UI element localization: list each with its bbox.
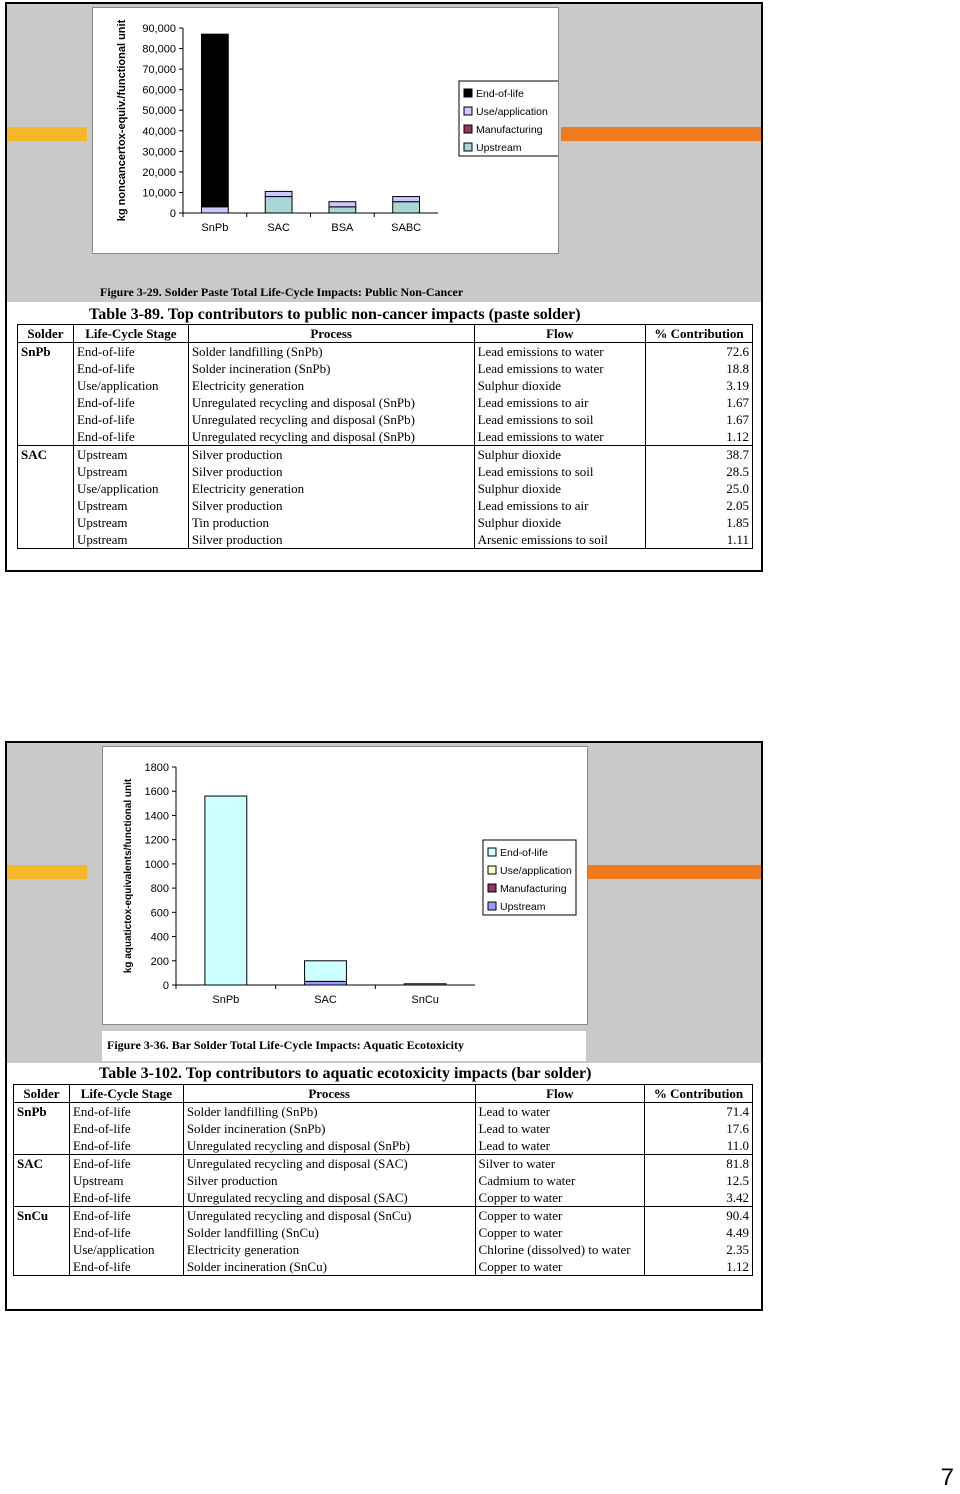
cell-process: Silver production xyxy=(188,531,474,549)
table-row xyxy=(18,497,753,514)
legend-label: End-of-life xyxy=(476,88,524,100)
cell-solder xyxy=(14,1258,70,1276)
cell-process: Unregulated recycling and disposal (SAC) xyxy=(183,1155,475,1173)
table-row xyxy=(18,394,753,411)
chart-svg xyxy=(103,747,587,1024)
cell-flow: Cadmium to water xyxy=(475,1172,645,1189)
table-title: Table 3-89. Top contributors to public non-cancer impacts (paste solder) xyxy=(89,306,581,323)
x-tick-label: SAC xyxy=(314,994,337,1006)
slide-1 xyxy=(5,2,763,572)
table-row xyxy=(18,446,753,464)
legend-swatch xyxy=(464,89,472,97)
legend-swatch xyxy=(488,884,496,892)
cell-stage: End-of-life xyxy=(69,1189,183,1207)
figure-caption: Figure 3-29. Solder Paste Total Life-Cycle Impacts: Public Non-Cancer xyxy=(100,285,464,299)
cell-contribution: 1.85 xyxy=(646,514,753,531)
cell-contribution: 1.67 xyxy=(646,394,753,411)
legend-swatch xyxy=(464,107,472,115)
cell-solder xyxy=(14,1120,70,1137)
table-row xyxy=(14,1258,753,1276)
x-tick-label: SnCu xyxy=(411,994,439,1006)
col-header-flow: Flow xyxy=(475,1085,645,1103)
legend-swatch xyxy=(464,125,472,133)
cell-flow: Chlorine (dissolved) to water xyxy=(475,1241,645,1258)
cell-solder xyxy=(18,463,74,480)
accent-stripe-left xyxy=(7,127,87,141)
cell-solder xyxy=(14,1172,70,1189)
cell-flow: Lead emissions to water xyxy=(474,360,646,377)
cell-stage: End-of-life xyxy=(73,360,188,377)
col-header-stage: Life-Cycle Stage xyxy=(69,1085,183,1103)
page-number: 7 xyxy=(940,1464,954,1491)
cell-process: Unregulated recycling and disposal (SnPb) xyxy=(188,411,474,428)
cell-stage: End-of-life xyxy=(73,343,188,361)
table-row xyxy=(14,1137,753,1155)
figure-caption-text: Figure 3-36. Bar Solder Total Life-Cycle Impacts: Aquatic Ecotoxicity xyxy=(107,1038,464,1052)
cell-solder xyxy=(18,514,74,531)
cell-stage: End-of-life xyxy=(73,394,188,411)
y-tick-label: 20,000 xyxy=(142,166,176,179)
col-header-contribution: % Contribution xyxy=(646,325,753,343)
cell-solder xyxy=(18,377,74,394)
cell-solder xyxy=(14,1241,70,1258)
table-row xyxy=(14,1224,753,1241)
cell-stage: Use/application xyxy=(69,1241,183,1258)
cell-contribution: 17.6 xyxy=(645,1120,753,1137)
x-tick-label: BSA xyxy=(331,222,354,234)
cell-flow: Lead emissions to air xyxy=(474,394,646,411)
y-tick-label: 70,000 xyxy=(142,64,176,77)
y-tick-label: 80,000 xyxy=(142,43,176,56)
chart-aquatic xyxy=(102,746,588,1025)
cell-contribution: 72.6 xyxy=(646,343,753,361)
cell-process: Unregulated recycling and disposal (SnPb) xyxy=(188,428,474,446)
legend-swatch xyxy=(488,848,496,856)
chart-noncancer xyxy=(92,7,559,254)
y-tick-label: 60,000 xyxy=(142,84,176,97)
cell-contribution: 81.8 xyxy=(645,1155,753,1173)
cell-process: Unregulated recycling and disposal (SAC) xyxy=(183,1189,475,1207)
legend-label: Use/application xyxy=(476,106,548,118)
y-tick-label: 600 xyxy=(150,907,169,920)
cell-stage: Use/application xyxy=(73,480,188,497)
legend-label: Upstream xyxy=(500,901,546,913)
y-tick-label: 200 xyxy=(150,955,169,968)
cell-solder xyxy=(18,428,74,446)
y-axis-label: kg aquatictox-equivalents/functional unit xyxy=(123,778,134,974)
accent-stripe-right xyxy=(561,127,761,141)
cell-process: Solder incineration (SnPb) xyxy=(183,1120,475,1137)
x-tick-label: SnPb xyxy=(212,994,240,1006)
legend-swatch xyxy=(488,902,496,910)
legend-swatch xyxy=(464,143,472,151)
cell-stage: Upstream xyxy=(73,497,188,514)
cell-solder xyxy=(18,497,74,514)
cell-stage: End-of-life xyxy=(69,1207,183,1225)
cell-process: Unregulated recycling and disposal (SnPb) xyxy=(188,394,474,411)
x-tick-label: SnPb xyxy=(201,222,229,234)
cell-stage: End-of-life xyxy=(69,1137,183,1155)
cell-flow: Copper to water xyxy=(475,1224,645,1241)
y-tick-label: 50,000 xyxy=(142,105,176,118)
bar-use-application xyxy=(265,191,292,196)
col-header-process: Process xyxy=(188,325,474,343)
legend-label: Manufacturing xyxy=(500,883,567,895)
cell-process: Silver production xyxy=(188,463,474,480)
y-tick-label: 0 xyxy=(169,208,176,220)
contributors-table xyxy=(17,324,753,549)
y-tick-label: 1800 xyxy=(144,762,169,774)
cell-stage: Upstream xyxy=(73,446,188,464)
cell-solder xyxy=(14,1224,70,1241)
cell-process: Silver production xyxy=(188,497,474,514)
table-row xyxy=(18,480,753,497)
cell-solder xyxy=(18,394,74,411)
table-row xyxy=(18,377,753,394)
cell-contribution: 12.5 xyxy=(645,1172,753,1189)
cell-stage: Upstream xyxy=(73,514,188,531)
cell-contribution: 18.8 xyxy=(646,360,753,377)
cell-contribution: 2.05 xyxy=(646,497,753,514)
bar-use-application xyxy=(329,202,356,207)
cell-contribution: 25.0 xyxy=(646,480,753,497)
cell-flow: Lead to water xyxy=(475,1103,645,1121)
legend-label: Manufacturing xyxy=(476,124,543,136)
cell-process: Unregulated recycling and disposal (SnPb) xyxy=(183,1137,475,1155)
y-tick-label: 40,000 xyxy=(142,125,176,138)
cell-stage: Upstream xyxy=(69,1172,183,1189)
cell-solder: SnPb xyxy=(18,343,74,361)
y-tick-label: 1600 xyxy=(144,786,169,799)
cell-stage: End-of-life xyxy=(73,428,188,446)
cell-solder: SnPb xyxy=(14,1103,70,1121)
bar-end-of-life xyxy=(201,34,228,207)
cell-process: Solder incineration (SnPb) xyxy=(188,360,474,377)
cell-stage: Use/application xyxy=(73,377,188,394)
cell-flow: Lead emissions to air xyxy=(474,497,646,514)
table-row xyxy=(18,343,753,361)
chart-svg xyxy=(93,8,558,253)
cell-contribution: 2.35 xyxy=(645,1241,753,1258)
cell-contribution: 1.11 xyxy=(646,531,753,549)
y-axis-label: kg noncancertox-equiv./functional unit xyxy=(116,19,128,222)
cell-process: Silver production xyxy=(183,1172,475,1189)
cell-solder: SnCu xyxy=(14,1207,70,1225)
legend-label: End-of-life xyxy=(500,847,548,859)
cell-flow: Copper to water xyxy=(475,1189,645,1207)
table-row xyxy=(18,514,753,531)
bar-upstream xyxy=(305,981,347,985)
cell-flow: Silver to water xyxy=(475,1155,645,1173)
y-tick-label: 1200 xyxy=(144,834,169,847)
accent-stripe-right xyxy=(561,865,761,879)
cell-contribution: 28.5 xyxy=(646,463,753,480)
cell-flow: Sulphur dioxide xyxy=(474,480,646,497)
bar-upstream xyxy=(329,207,356,213)
table-row xyxy=(14,1241,753,1258)
bar-end-of-life xyxy=(305,961,347,982)
y-tick-label: 0 xyxy=(162,980,169,992)
y-tick-label: 800 xyxy=(150,883,169,896)
cell-flow: Sulphur dioxide xyxy=(474,514,646,531)
cell-solder xyxy=(18,480,74,497)
col-header-solder: Solder xyxy=(14,1085,70,1103)
cell-contribution: 1.12 xyxy=(645,1258,753,1276)
cell-flow: Lead emissions to soil xyxy=(474,463,646,480)
cell-stage: End-of-life xyxy=(69,1120,183,1137)
cell-contribution: 3.19 xyxy=(646,377,753,394)
y-tick-label: 1000 xyxy=(144,858,169,871)
table-row xyxy=(14,1120,753,1137)
cell-stage: End-of-life xyxy=(69,1224,183,1241)
col-header-solder: Solder xyxy=(18,325,74,343)
y-tick-label: 90,000 xyxy=(142,23,176,35)
contributors-table xyxy=(13,1084,753,1276)
table-row xyxy=(14,1207,753,1225)
cell-flow: Lead emissions to soil xyxy=(474,411,646,428)
cell-contribution: 90.4 xyxy=(645,1207,753,1225)
cell-flow: Lead emissions to water xyxy=(474,343,646,361)
cell-process: Solder landfilling (SnCu) xyxy=(183,1224,475,1241)
y-tick-label: 400 xyxy=(150,931,169,944)
legend-label: Use/application xyxy=(500,865,572,877)
cell-process: Tin production xyxy=(188,514,474,531)
cell-flow: Sulphur dioxide xyxy=(474,446,646,464)
cell-stage: Upstream xyxy=(73,463,188,480)
x-tick-label: SAC xyxy=(267,222,290,234)
cell-contribution: 1.12 xyxy=(646,428,753,446)
cell-process: Solder landfilling (SnPb) xyxy=(188,343,474,361)
y-tick-label: 30,000 xyxy=(142,146,176,159)
cell-contribution: 38.7 xyxy=(646,446,753,464)
cell-contribution: 1.67 xyxy=(646,411,753,428)
cell-solder: SAC xyxy=(18,446,74,464)
table-row xyxy=(18,360,753,377)
cell-stage: End-of-life xyxy=(69,1103,183,1121)
accent-stripe-left xyxy=(7,865,87,879)
cell-solder xyxy=(18,411,74,428)
cell-process: Unregulated recycling and disposal (SnCu) xyxy=(183,1207,475,1225)
cell-flow: Lead to water xyxy=(475,1120,645,1137)
cell-stage: End-of-life xyxy=(73,411,188,428)
cell-flow: Copper to water xyxy=(475,1258,645,1276)
col-header-contribution: % Contribution xyxy=(645,1085,753,1103)
y-tick-label: 10,000 xyxy=(142,187,176,200)
cell-contribution: 11.0 xyxy=(645,1137,753,1155)
table-row xyxy=(18,411,753,428)
bar-end-of-life xyxy=(404,984,446,985)
figure-caption xyxy=(102,1031,586,1061)
cell-stage: End-of-life xyxy=(69,1155,183,1173)
bar-use-application xyxy=(393,197,420,202)
table-row xyxy=(18,428,753,446)
y-tick-label: 1400 xyxy=(144,810,169,823)
bar-use-application xyxy=(201,207,228,213)
cell-flow: Lead emissions to water xyxy=(474,428,646,446)
cell-solder xyxy=(14,1137,70,1155)
cell-process: Solder incineration (SnCu) xyxy=(183,1258,475,1276)
col-header-flow: Flow xyxy=(474,325,646,343)
table-row xyxy=(18,463,753,480)
cell-solder xyxy=(18,360,74,377)
table-row xyxy=(14,1155,753,1173)
cell-stage: Upstream xyxy=(73,531,188,549)
cell-process: Silver production xyxy=(188,446,474,464)
table-title: Table 3-102. Top contributors to aquatic ecotoxicity impacts (bar solder) xyxy=(99,1065,592,1082)
col-header-process: Process xyxy=(183,1085,475,1103)
slide-2 xyxy=(5,741,763,1311)
cell-process: Solder landfilling (SnPb) xyxy=(183,1103,475,1121)
cell-solder: SAC xyxy=(14,1155,70,1173)
bar-upstream xyxy=(393,202,420,213)
cell-process: Electricity generation xyxy=(188,377,474,394)
bar-end-of-life xyxy=(205,796,247,985)
cell-contribution: 4.49 xyxy=(645,1224,753,1241)
cell-stage: End-of-life xyxy=(69,1258,183,1276)
col-header-stage: Life-Cycle Stage xyxy=(73,325,188,343)
cell-solder xyxy=(14,1189,70,1207)
cell-flow: Lead to water xyxy=(475,1137,645,1155)
cell-solder xyxy=(18,531,74,549)
table-row xyxy=(18,531,753,549)
cell-flow: Copper to water xyxy=(475,1207,645,1225)
cell-flow: Sulphur dioxide xyxy=(474,377,646,394)
cell-process: Electricity generation xyxy=(188,480,474,497)
x-tick-label: SABC xyxy=(391,222,422,234)
legend-swatch xyxy=(488,866,496,874)
legend-label: Upstream xyxy=(476,142,522,154)
cell-process: Electricity generation xyxy=(183,1241,475,1258)
table-row xyxy=(14,1103,753,1121)
bar-upstream xyxy=(265,197,292,213)
cell-contribution: 3.42 xyxy=(645,1189,753,1207)
cell-contribution: 71.4 xyxy=(645,1103,753,1121)
table-row xyxy=(14,1172,753,1189)
cell-flow: Arsenic emissions to soil xyxy=(474,531,646,549)
table-row xyxy=(14,1189,753,1207)
